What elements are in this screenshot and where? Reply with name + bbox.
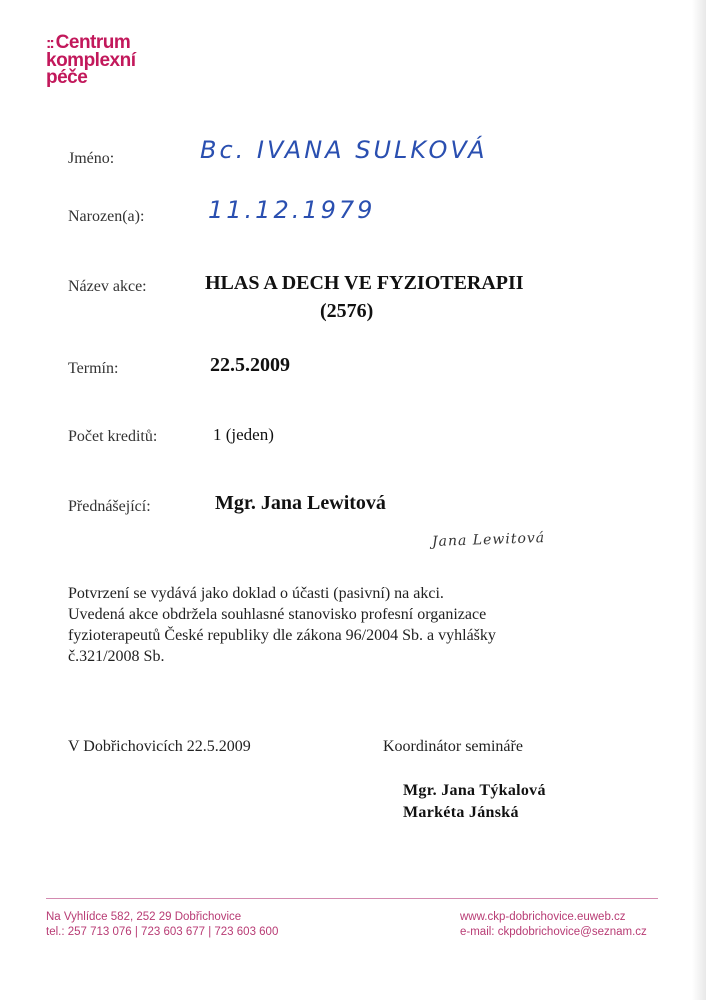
paragraph-line-4: č.321/2008 Sb. (68, 648, 165, 665)
footer-phones: tel.: 257 713 076 | 723 603 677 | 723 603 600 (46, 926, 279, 938)
logo-line-2: komplexní (46, 50, 136, 71)
footer-divider (46, 898, 658, 899)
label-jmeno: Jméno: (68, 150, 115, 167)
footer-online (460, 910, 647, 940)
lecturer-name: Mgr. Jana Lewitová (215, 492, 386, 514)
paragraph-line-1: Potvrzení se vydává jako doklad o účasti (pasivní) na akci. (68, 585, 444, 602)
event-code: (2576) (320, 300, 374, 322)
coordinator-name-2: Markéta Jánská (403, 804, 519, 821)
footer-email-link[interactable]: e-mail: ckpdobrichovice@seznam.cz (460, 926, 647, 938)
handwritten-birthdate: 11.12.1979 (208, 196, 376, 224)
scan-edge-shadow (692, 0, 706, 1000)
label-narozen: Narozen(a): (68, 208, 145, 225)
paragraph-line-2: Uvedená akce obdržela souhlasné stanovisko profesní organizace (68, 606, 487, 623)
label-prednasejici: Přednášející: (68, 498, 151, 515)
label-pocet-kreditu: Počet kreditů: (68, 428, 158, 445)
centrum-logo (46, 34, 135, 86)
footer-address: Na Vyhlídce 582, 252 29 Dobřichovice (46, 911, 242, 923)
lecturer-signature: Jana Lewitová (431, 530, 546, 550)
event-title: HLAS A DECH VE FYZIOTERAPII (205, 272, 524, 294)
footer-contact (46, 910, 278, 940)
event-date: 22.5.2009 (210, 354, 290, 376)
logo-word-centrum: Centrum (55, 32, 131, 53)
logo-dots: :: (46, 35, 53, 52)
label-nazev-akce: Název akce: (68, 278, 147, 295)
handwritten-name: Bc. IVANA SULKOVÁ (200, 136, 488, 164)
credit-count: 1 (jeden) (213, 425, 274, 444)
confirmation-paragraph (68, 583, 628, 667)
paragraph-line-3: fyzioterapeutů České republiky dle zákona 96/2004 Sb. a vyhlášky (68, 627, 496, 644)
coordinator-name-1: Mgr. Jana Týkalová (403, 782, 546, 799)
footer-web-link[interactable]: www.ckp-dobrichovice.euweb.cz (460, 911, 626, 923)
logo-line-3: péče (46, 67, 88, 88)
label-termin: Termín: (68, 360, 119, 377)
place-and-date: V Dobřichovicích 22.5.2009 (68, 738, 251, 755)
coordinator-title: Koordinátor semináře (383, 738, 523, 755)
